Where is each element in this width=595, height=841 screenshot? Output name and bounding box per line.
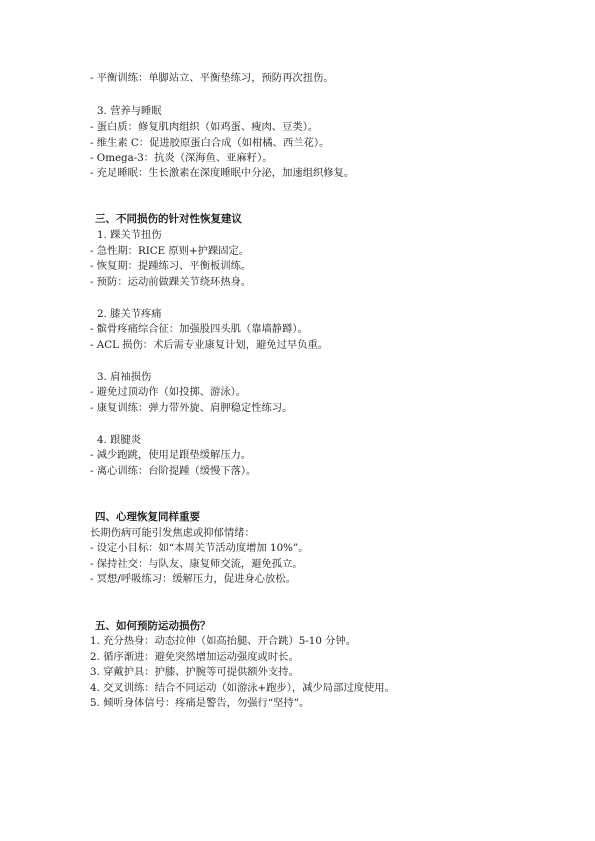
list-item-5: 5. 倾听身体信号：疼痛是警告，勿强行“坚持”。: [90, 697, 310, 709]
bullet-acute-phase: - 急性期：RICE 原则+护踝固定。: [90, 245, 250, 257]
bullet-omega3: - Omega-3：抗炎（深海鱼、亚麻籽）。: [90, 152, 273, 164]
subsection-nutrition-sleep: 3. 营养与睡眠: [97, 105, 162, 117]
section-heading-3: 三、不同损伤的针对性恢复建议: [95, 213, 242, 225]
section-heading-4: 四、心理恢复同样重要: [95, 511, 200, 523]
bullet-small-goals: - 设定小目标：如“本周关节活动度增加 10%”。: [90, 542, 309, 554]
bullet-balance-training: - 平衡训练：单脚站立、平衡垫练习，预防再次扭伤。: [90, 72, 334, 84]
bullet-recovery-phase: - 恢复期：提踵练习、平衡板训练。: [90, 260, 252, 272]
bullet-reduce-jumping: - 减少跑跳，使用足跟垫缓解压力。: [90, 449, 252, 461]
subsection-rotator-cuff: 3. 肩袖损伤: [97, 371, 152, 383]
bullet-prevention: - 预防：运动前做踝关节绕环热身。: [90, 276, 252, 288]
bullet-social: - 保持社交：与队友、康复师交流，避免孤立。: [90, 558, 303, 570]
bullet-sleep: - 充足睡眠：生长激素在深度睡眠中分泌，加速组织修复。: [90, 167, 355, 179]
bullet-avoid-overhead: - 避免过顶动作（如投掷、游泳）。: [90, 386, 247, 398]
subsection-achilles: 4. 跟腱炎: [97, 434, 141, 446]
subsection-ankle-sprain: 1. 踝关节扭伤: [97, 229, 162, 241]
bullet-eccentric: - 离心训练：台阶提踵（缓慢下落）。: [90, 465, 257, 477]
bullet-rehab-training: - 康复训练：弹力带外旋、肩胛稳定性练习。: [90, 402, 293, 414]
bullet-meditation: - 冥想/呼吸练习：缓解压力，促进身心放松。: [90, 573, 296, 585]
paragraph-intro: 长期伤病可能引发焦虑或抑郁情绪：: [90, 527, 255, 539]
subsection-knee-pain: 2. 膝关节疼痛: [97, 308, 162, 320]
bullet-vitamin-c: - 维生素 C：促进胶原蛋白合成（如柑橘、西兰花）。: [90, 137, 330, 149]
list-item-3: 3. 穿戴护具：护膝、护腕等可提供额外支持。: [90, 666, 299, 678]
bullet-protein: - 蛋白质：修复肌肉组织（如鸡蛋、瘦肉、豆类）。: [90, 121, 319, 133]
section-heading-5: 五、如何预防运动损伤？: [95, 620, 211, 632]
list-item-2: 2. 循序渐进：避免突然增加运动强度或时长。: [90, 651, 299, 663]
list-item-4: 4. 交叉训练：结合不同运动（如游泳+跑步），减少局部过度使用。: [90, 682, 395, 694]
bullet-acl: - ACL 损伤：术后需专业康复计划，避免过早负重。: [90, 339, 329, 351]
list-item-1: 1. 充分热身：动态拉伸（如高抬腿、开合跳）5-10 分钟。: [90, 635, 357, 647]
bullet-patellofemoral: - 髌骨疼痛综合征：加强股四头肌（靠墙静蹲）。: [90, 323, 308, 335]
